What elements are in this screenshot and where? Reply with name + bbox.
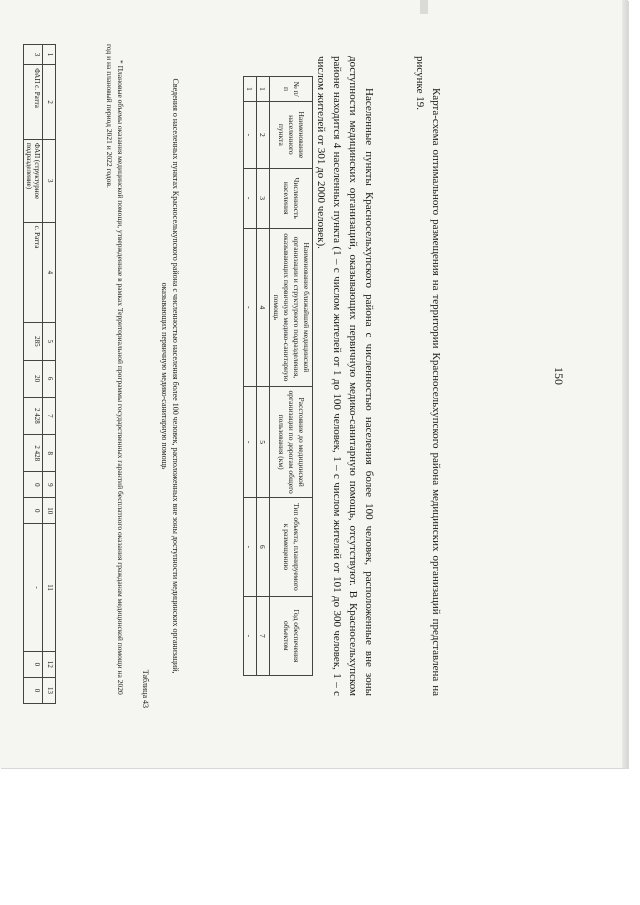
table-cell: 7 <box>43 397 56 434</box>
table-cell: 7 <box>257 596 270 675</box>
table-cell: 4 <box>43 222 56 323</box>
table-row <box>24 45 43 704</box>
table-cell: 1 <box>244 77 257 102</box>
table-cell: 6 <box>43 360 56 397</box>
table-cell: с. Ратта <box>24 222 43 323</box>
table-cell: - <box>244 387 257 498</box>
table-cell: 20 <box>24 360 43 397</box>
table-cell: 2 428 <box>24 435 43 472</box>
table-cell: 5 <box>43 323 56 360</box>
table-cell: 8 <box>43 435 56 472</box>
table-cell: 0 <box>24 677 43 703</box>
table-cell: 10 <box>43 498 56 524</box>
table-header-row <box>270 77 313 676</box>
table-cell: - <box>24 524 43 652</box>
table-cell: - <box>244 168 257 228</box>
table-cell: 2 <box>43 65 56 140</box>
table-cell: - <box>244 498 257 597</box>
footnote: * Плановые объемы оказания медицинской помощи, утвержденные в рамках Территориальной программы государственных гарантий бесплатного оказания гражданам медицинской помощи на 2020 год и на плановый период 2021 и 2022 годов. <box>105 44 125 695</box>
table-cell: 0 <box>24 472 43 498</box>
column-header: Наименование ближайшей медицинской организации и структурного подразделения, оказывающих первичную медико-санитарную помощь <box>270 228 313 387</box>
column-header: Наименование населенного пункта <box>270 102 313 169</box>
table-cell: 12 <box>43 651 56 677</box>
table-cell: 0 <box>24 498 43 524</box>
table-cell: 9 <box>43 472 56 498</box>
paragraph-settlements: Населенные пункты Красносельхупского района с численностью населения более 100 человек, расположенные вне зоны доступности медицинских организаций, оказывающих первичную медико-санитарную помощь, отсутствуют. В Красносельхупском районе находится 4 населенных пункта (1 – с числом жителей от 1 до 100 человек, 1 – с числом жителей от 101 до 300 человек, 1 – с числом жителей от 301 до 2000 человек). <box>315 56 375 696</box>
scan-mark <box>420 0 428 14</box>
page-content <box>18 16 588 736</box>
table-row <box>244 77 257 676</box>
page-number: 150 <box>552 367 566 385</box>
table-cell: - <box>244 102 257 169</box>
table-cell: - <box>244 228 257 387</box>
table-cell: 3 <box>43 139 56 222</box>
column-number-row <box>257 77 270 676</box>
medical-facilities-table-continued <box>23 44 56 704</box>
table-cell: 1 <box>43 45 56 65</box>
column-header: Год обеспечения объектом <box>270 596 313 675</box>
settlements-table <box>243 76 313 676</box>
table-cell: 4 <box>257 228 270 387</box>
paragraph-map-reference: Карта-схема оптимального размещения на территории Красносельхупского района медицинских организаций представлена на рисунке 19. <box>414 56 442 696</box>
column-number-row <box>43 45 56 704</box>
table-cell: 5 <box>257 387 270 498</box>
table-cell: 13 <box>43 677 56 703</box>
table-caption: Сведения о населенных пунктах Красноселькупского района с численностью населения более 100 человек, расположенных вне зоны доступности медицинских организаций, оказывающих первичную медико-санитарную помощь <box>160 78 180 674</box>
column-header: Численность населения <box>270 168 313 228</box>
table-cell: 0 <box>24 651 43 677</box>
table-label: Таблица 43 <box>141 669 150 708</box>
table-cell: 6 <box>257 498 270 597</box>
table-cell: - <box>244 596 257 675</box>
table-cell: 11 <box>43 524 56 652</box>
table-cell: ФАП (структурное подразделение) <box>24 139 43 222</box>
column-header: Расстояние до медицинской организации по дорогам общего пользования (км) <box>270 387 313 498</box>
table-cell: 285 <box>24 323 43 360</box>
table-cell: 2 <box>257 102 270 169</box>
column-header: № п/п <box>270 77 313 102</box>
table-cell: 2 428 <box>24 397 43 434</box>
table-cell: 3 <box>24 45 43 65</box>
table-cell: 3 <box>257 168 270 228</box>
table-cell: ФАП с. Ратта <box>24 65 43 140</box>
table-cell: 1 <box>257 77 270 102</box>
column-header: Тип объекта, планируемого к размещению <box>270 498 313 597</box>
